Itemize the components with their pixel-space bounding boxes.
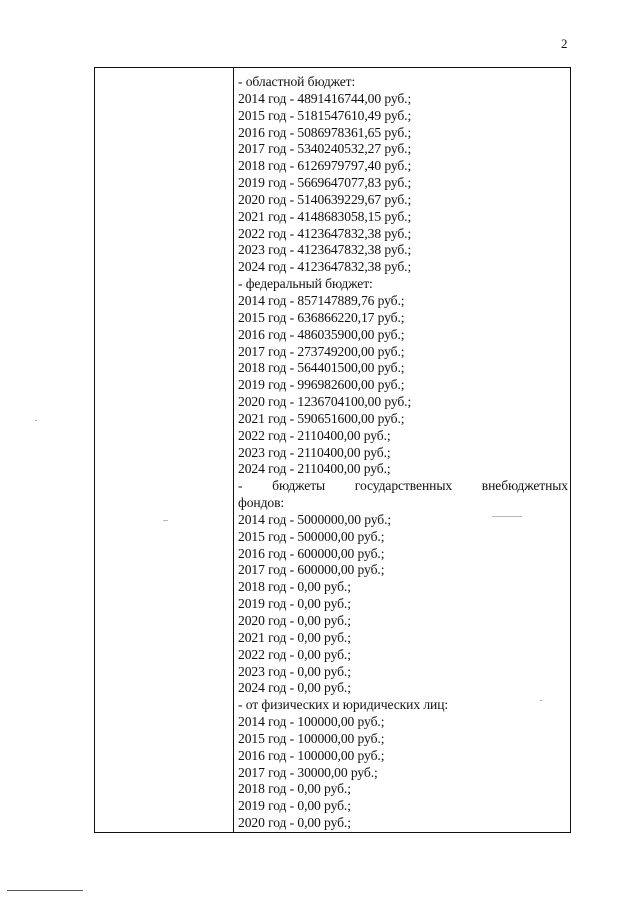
budget-line: 2017 год - 30000,00 руб.; bbox=[238, 764, 378, 780]
budget-line: 2020 год - 5140639229,67 руб.; bbox=[238, 191, 412, 207]
budget-line: 2024 год - 0,00 руб.; bbox=[238, 680, 351, 696]
budget-line: 2024 год - 2110400,00 руб.; bbox=[238, 461, 391, 477]
budget-line: 2019 год - 996982600,00 руб.; bbox=[238, 377, 405, 393]
budget-line: 2019 год - 0,00 руб.; bbox=[238, 798, 351, 814]
section-heading: - бюджеты государственных внебюджетных bbox=[238, 478, 568, 494]
budget-line: 2018 год - 0,00 руб.; bbox=[238, 781, 351, 797]
budget-line: 2020 год - 1236704100,00 руб.; bbox=[238, 394, 412, 410]
budget-line: 2017 год - 273749200,00 руб.; bbox=[238, 343, 405, 359]
budget-line: 2016 год - 5086978361,65 руб.; bbox=[238, 124, 412, 140]
budget-line: 2015 год - 5181547610,49 руб.; bbox=[238, 107, 412, 123]
budget-line: 2018 год - 564401500,00 руб.; bbox=[238, 360, 405, 376]
scan-artifact bbox=[35, 420, 37, 421]
regional-budget-section bbox=[238, 74, 568, 276]
budget-line: 2018 год - 6126979797,40 руб.; bbox=[238, 158, 412, 174]
budget-line: 2014 год - 100000,00 руб.; bbox=[238, 714, 385, 730]
budget-line: 2019 год - 5669647077,83 руб.; bbox=[238, 175, 412, 191]
budget-line: 2016 год - 486035900,00 руб.; bbox=[238, 326, 405, 342]
budget-line: 2014 год - 4891416744,00 руб.; bbox=[238, 90, 412, 106]
extrabudgetary-funds-section bbox=[238, 478, 568, 697]
column-divider bbox=[233, 68, 234, 832]
budget-line: 2021 год - 4148683058,15 руб.; bbox=[238, 208, 412, 224]
budget-line: 2014 год - 857147889,76 руб.; bbox=[238, 292, 405, 308]
budget-line: 2016 год - 600000,00 руб.; bbox=[238, 545, 385, 561]
budget-line: 2015 год - 100000,00 руб.; bbox=[238, 730, 385, 746]
section-heading: - федеральный бюджет: bbox=[238, 276, 373, 292]
section-heading: - от физических и юридических лиц: bbox=[238, 697, 449, 713]
budget-line: 2014 год - 5000000,00 руб.; bbox=[238, 511, 392, 527]
budget-line: 2015 год - 636866220,17 руб.; bbox=[238, 309, 405, 325]
scan-artifact bbox=[492, 516, 522, 517]
budget-line: 2020 год - 0,00 руб.; bbox=[238, 613, 351, 628]
budget-line: 2022 год - 0,00 руб.; bbox=[238, 646, 351, 662]
scan-artifact bbox=[7, 890, 83, 891]
budget-line: 2017 год - 600000,00 руб.; bbox=[238, 562, 385, 578]
budget-line: 2023 год - 2110400,00 руб.; bbox=[238, 444, 391, 460]
budget-line: 2017 год - 5340240532,27 руб.; bbox=[238, 141, 412, 157]
page-number: 2 bbox=[561, 36, 568, 51]
section-heading-continuation: фондов: bbox=[238, 495, 285, 511]
budget-line: 2023 год - 4123647832,38 руб.; bbox=[238, 242, 412, 258]
budget-line: 2015 год - 500000,00 руб.; bbox=[238, 528, 385, 544]
budget-line: 2021 год - 0,00 руб.; bbox=[238, 629, 351, 645]
budget-line: 2022 год - 2110400,00 руб.; bbox=[238, 427, 391, 443]
budget-line: 2022 год - 4123647832,38 руб.; bbox=[238, 225, 412, 241]
budget-line: 2023 год - 0,00 руб.; bbox=[238, 663, 351, 679]
budget-line: 2024 год - 4123647832,38 руб.; bbox=[238, 259, 412, 275]
scan-artifact bbox=[540, 700, 542, 701]
budget-line: 2019 год - 0,00 руб.; bbox=[238, 596, 351, 612]
individuals-legal-entities-section bbox=[238, 697, 568, 832]
section-heading: - областной бюджет: bbox=[238, 74, 356, 89]
budget-line: 2020 год - 0,00 руб.; bbox=[238, 815, 351, 831]
table-right-cell bbox=[238, 74, 568, 832]
scan-artifact bbox=[163, 520, 168, 521]
budget-line: 2016 год - 100000,00 руб.; bbox=[238, 747, 385, 763]
federal-budget-section bbox=[238, 276, 568, 478]
budget-line: 2021 год - 590651600,00 руб.; bbox=[238, 410, 405, 426]
budget-line: 2018 год - 0,00 руб.; bbox=[238, 579, 351, 595]
budget-table bbox=[94, 67, 571, 833]
